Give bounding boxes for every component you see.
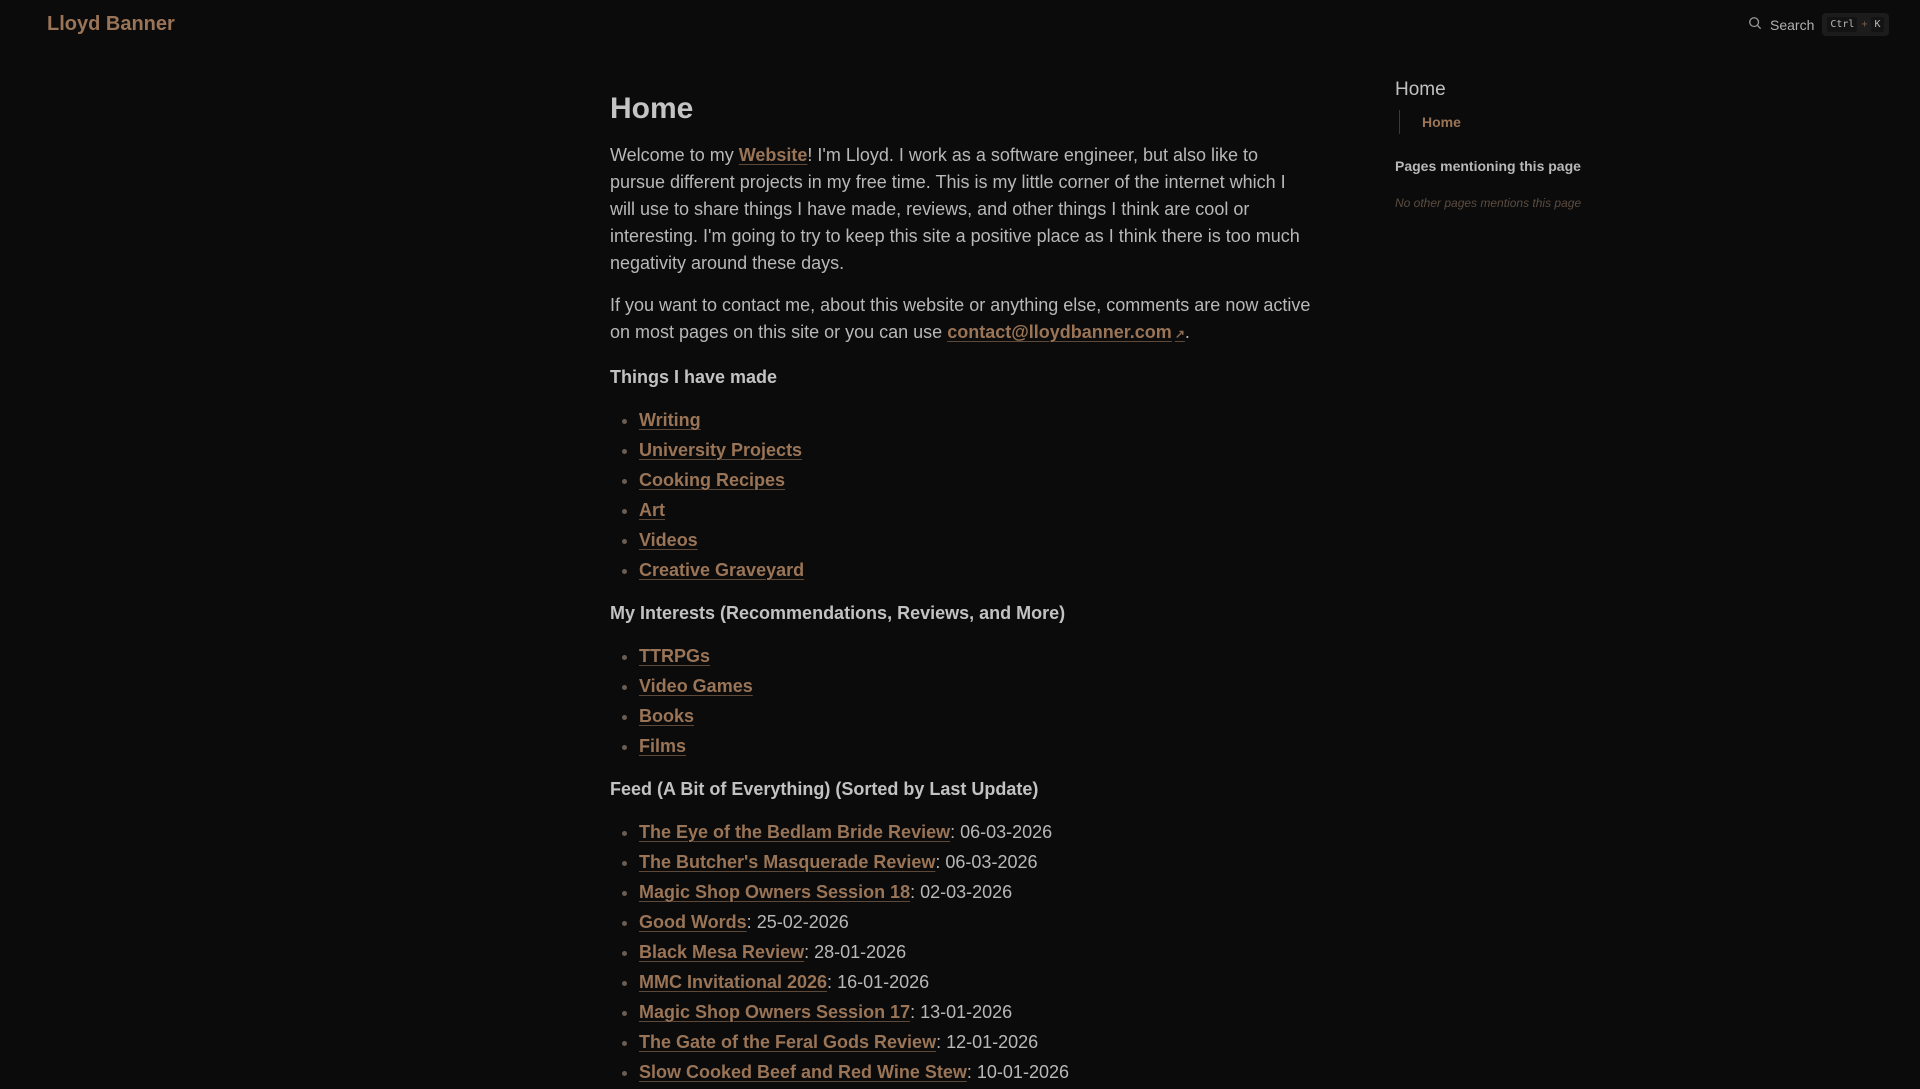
list-item-link[interactable]: Cooking Recipes — [639, 470, 786, 490]
section-heading-made: Things I have made — [610, 367, 778, 387]
list-item — [639, 969, 1315, 996]
list-item-link[interactable]: The Gate of the Feral Gods Review — [639, 1032, 937, 1052]
list-item — [639, 497, 1315, 524]
list-item-link[interactable]: Films — [639, 736, 687, 756]
contact-paragraph — [610, 292, 1315, 348]
list-item-link[interactable]: The Eye of the Bedlam Bride Review — [639, 822, 951, 842]
search-button[interactable] — [1748, 13, 1889, 36]
list-item-link[interactable]: Art — [639, 500, 665, 520]
search-label: Search — [1770, 16, 1815, 33]
feed-list — [610, 819, 1315, 1086]
date-separator: : — [910, 882, 921, 902]
intro-paragraph — [610, 142, 1315, 277]
list-item-link[interactable]: University Projects — [639, 440, 803, 460]
email-link[interactable] — [947, 322, 1185, 342]
email-link-text: contact@lloydbanner.com — [947, 322, 1172, 342]
shortcut-key-k: K — [1871, 17, 1883, 32]
section-heading-feed: Feed (A Bit of Everything) (Sorted by Last Update) — [610, 779, 1039, 799]
feed-item-date: 16-01-2026 — [837, 972, 930, 992]
external-link-icon: ↗ — [1174, 327, 1185, 341]
list-item — [639, 703, 1315, 730]
intro-text-before: Welcome to my — [610, 145, 739, 165]
list-item — [639, 849, 1315, 876]
list-item — [639, 909, 1315, 936]
list-item-link[interactable]: Slow Cooked Beef and Red Wine Stew — [639, 1062, 967, 1082]
list-item — [639, 527, 1315, 554]
date-separator: : — [935, 852, 946, 872]
list-item — [639, 939, 1315, 966]
article — [610, 88, 1315, 1089]
feed-item-date: 13-01-2026 — [920, 1002, 1013, 1022]
list-item-link[interactable]: Books — [639, 706, 695, 726]
list-item — [639, 437, 1315, 464]
list-item-link[interactable]: Black Mesa Review — [639, 942, 805, 962]
made-list — [610, 407, 1315, 584]
contact-text-after: . — [1184, 322, 1190, 342]
list-item-link[interactable]: Magic Shop Owners Session 18 — [639, 882, 911, 902]
list-item-link[interactable]: TTRPGs — [639, 646, 711, 666]
toc-list — [1399, 110, 1695, 134]
interests-list — [610, 643, 1315, 760]
intro-text-after: ! I'm Lloyd. I work as a software engineer, but also like to pursue different projects in my free time. This is my little corner of the internet which I will use to share things I have made, reviews, and other things I think are cool or interesting. I'm going to try to keep this site a positive place as I think there is too much negativity around these days. — [610, 145, 1300, 273]
date-separator: : — [936, 1032, 947, 1052]
toc-title: Home — [1395, 79, 1446, 100]
date-separator: : — [966, 1062, 977, 1082]
list-item-link[interactable]: Good Words — [639, 912, 747, 932]
shortcut-plus: + — [1861, 19, 1868, 30]
list-item — [639, 673, 1315, 700]
feed-item-date: 06-03-2026 — [960, 822, 1053, 842]
list-item-link[interactable]: Creative Graveyard — [639, 560, 805, 580]
date-separator: : — [804, 942, 815, 962]
list-item-link[interactable]: The Butcher's Masquerade Review — [639, 852, 936, 872]
list-item-link[interactable]: Video Games — [639, 676, 753, 696]
list-item — [639, 819, 1315, 846]
list-item-link[interactable]: MMC Invitational 2026 — [639, 972, 828, 992]
feed-item-date: 10-01-2026 — [976, 1062, 1069, 1082]
list-item — [639, 1029, 1315, 1056]
date-separator: : — [827, 972, 838, 992]
list-item — [639, 557, 1315, 584]
feed-item-date: 12-01-2026 — [946, 1032, 1039, 1052]
list-item — [639, 467, 1315, 494]
list-item — [639, 879, 1315, 906]
shortcut-key-ctrl: Ctrl — [1827, 17, 1857, 32]
list-item — [639, 733, 1315, 760]
backlinks-empty-message: No other pages mentions this page — [1395, 196, 1582, 210]
list-item — [639, 407, 1315, 434]
backlinks-title: Pages mentioning this page — [1395, 158, 1581, 174]
site-title-link[interactable]: Lloyd Banner — [47, 13, 175, 35]
list-item — [639, 1059, 1315, 1086]
list-item-link[interactable]: Videos — [639, 530, 698, 550]
date-separator: : — [950, 822, 961, 842]
feed-item-date: 25-02-2026 — [756, 912, 849, 932]
list-item-link[interactable]: Writing — [639, 410, 701, 430]
list-item — [639, 643, 1315, 670]
search-icon — [1748, 16, 1762, 33]
page-title: Home — [610, 92, 694, 125]
contact-text-before: If you want to contact me, about this website or anything else, comments are now active on most pages on this site or you can use — [610, 295, 1311, 342]
date-separator: : — [746, 912, 757, 932]
feed-item-date: 02-03-2026 — [920, 882, 1013, 902]
feed-item-date: 06-03-2026 — [945, 852, 1038, 872]
feed-item-date: 28-01-2026 — [814, 942, 907, 962]
right-sidebar — [1395, 78, 1695, 210]
list-item-link[interactable]: Magic Shop Owners Session 17 — [639, 1002, 911, 1022]
toc-item-home[interactable]: Home — [1422, 114, 1461, 130]
section-heading-interests: My Interests (Recommendations, Reviews, and More) — [610, 603, 1066, 623]
list-item — [639, 999, 1315, 1026]
website-link[interactable]: Website — [738, 145, 808, 165]
search-shortcut — [1822, 13, 1888, 36]
date-separator: : — [910, 1002, 921, 1022]
